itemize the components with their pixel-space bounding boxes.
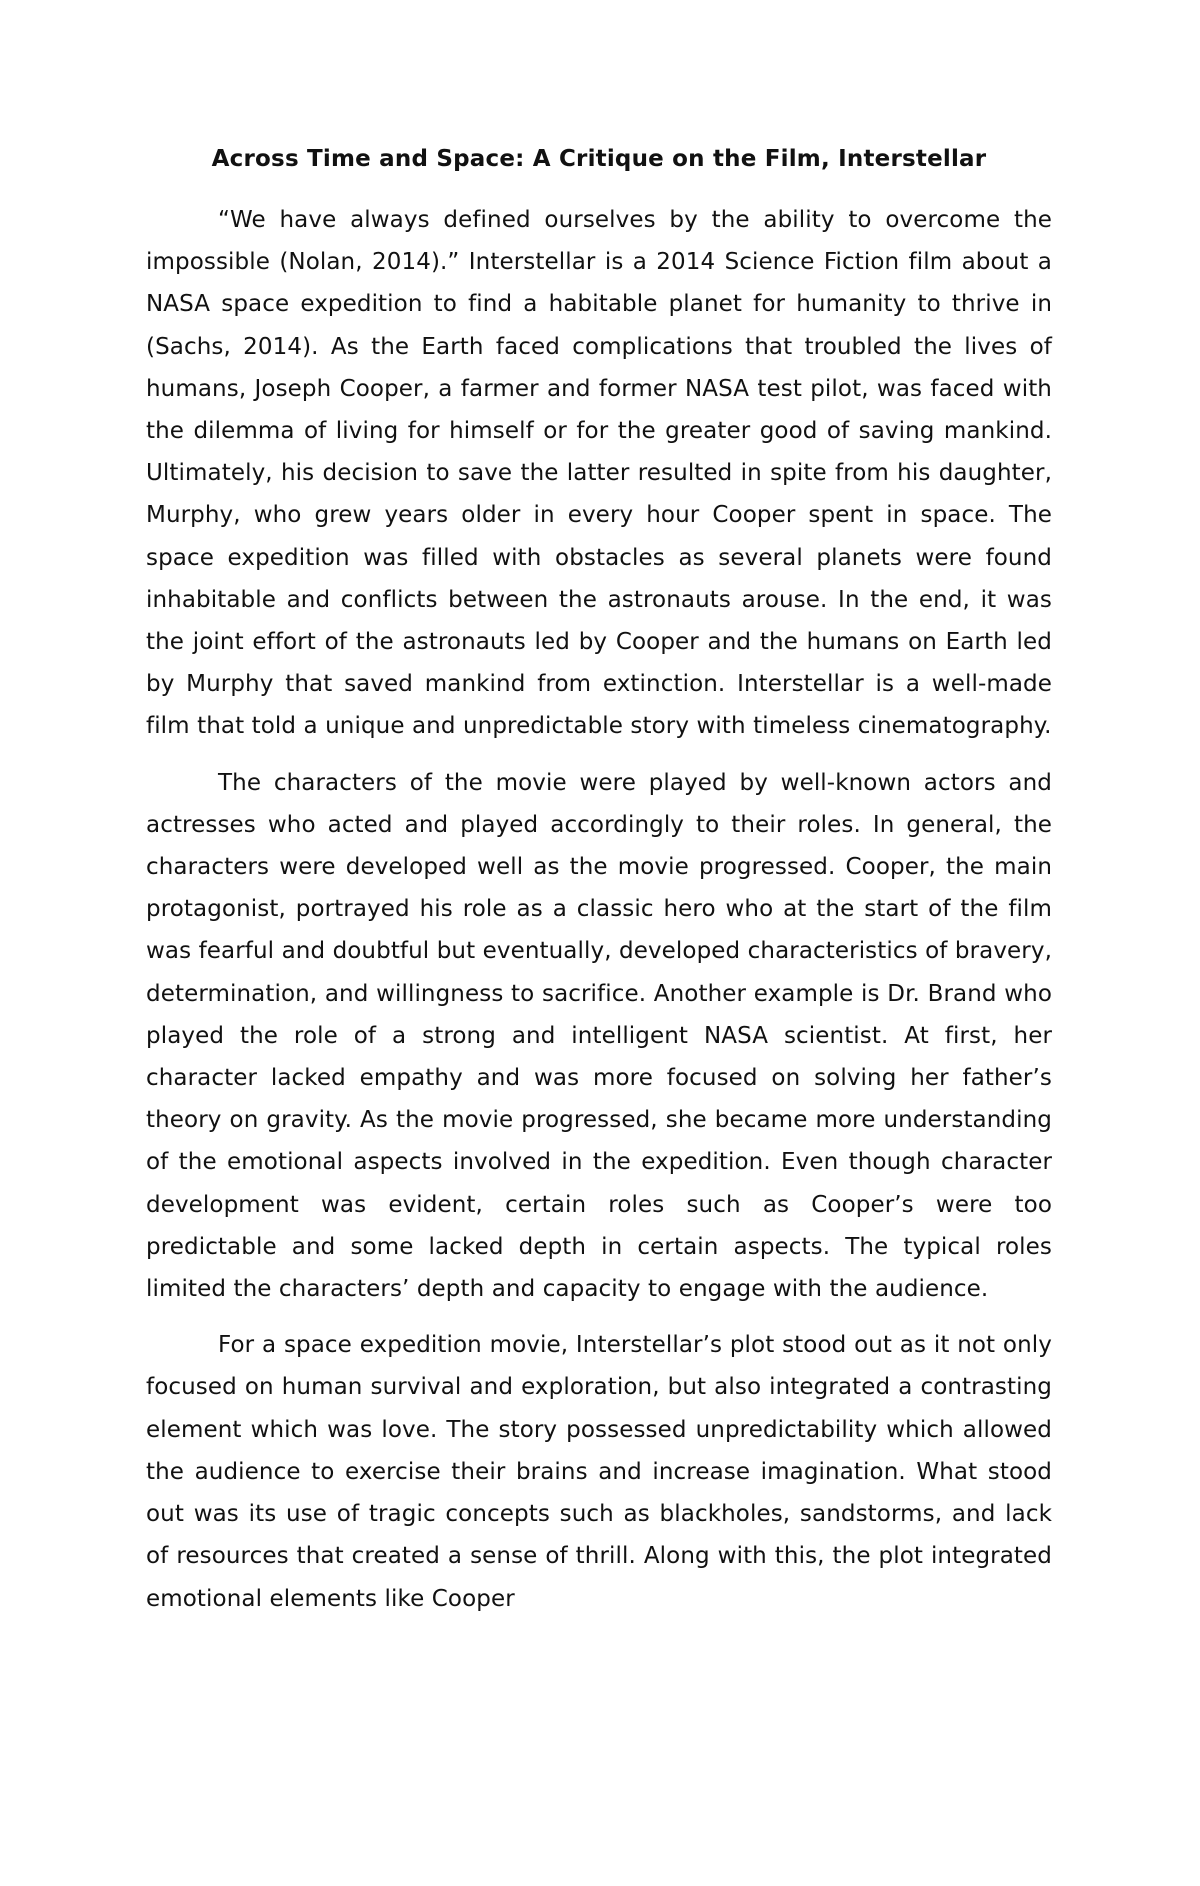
document-page [146, 143, 1052, 1620]
paragraph-plot: For a space expedition movie, Interstellar’s plot stood out as it not only focused on human survival and exploration, but also integrated a contrasting element which was love. The story possessed unpredictability which allowed the audience to exercise their brains and increase imagination. What stood out was its use of tragic concepts such as blackholes, sandstorms, and lack of resources that created a sense of thrill. Along with this, the plot integrated emotional elements like Cooper [146, 1332, 1052, 1612]
paragraph-introduction: “We have always defined ourselves by the ability to overcome the impossible (Nolan, 2014).” Interstellar is a 2014 Science Fiction film about a NASA space expedition to find a habitable planet for humanity to thrive in (Sachs, 2014). As the Earth faced complications that troubled the lives of humans, Joseph Cooper, a farmer and former NASA test pilot, was faced with the dilemma of living for himself or for the greater good of saving mankind. Ultimately, his decision to save the latter resulted in spite from his daughter, Murphy, who grew years older in every hour Cooper spent in space. The space expedition was filled with obstacles as several planets were found inhabitable and conflicts between the astronauts arouse. In the end, it was the joint effort of the astronauts led by Cooper and the humans on Earth led by Murphy that saved mankind from extinction. Interstellar is a well-made film that told a unique and unpredictable story with timeless cinematography. [146, 207, 1052, 740]
paragraph-characters: The characters of the movie were played by well-known actors and actresses who acted and played accordingly to their roles. In general, the characters were developed well as the movie progressed. Cooper, the main protagonist, portrayed his role as a classic hero who at the start of the film was fearful and doubtful but eventually, developed characteristics of bravery, determination, and willingness to sacrifice. Another example is Dr. Brand who played the role of a strong and intelligent NASA scientist. At first, her character lacked empathy and was more focused on solving her father’s theory on gravity. As the movie progressed, she became more understanding of the emotional aspects involved in the expedition. Even though character development was evident, certain roles such as Cooper’s were too predictable and some lacked depth in certain aspects. The typical roles limited the characters’ depth and capacity to engage with the audience. [146, 769, 1052, 1303]
document-title: Across Time and Space: A Critique on the Film, Interstellar [211, 146, 987, 172]
